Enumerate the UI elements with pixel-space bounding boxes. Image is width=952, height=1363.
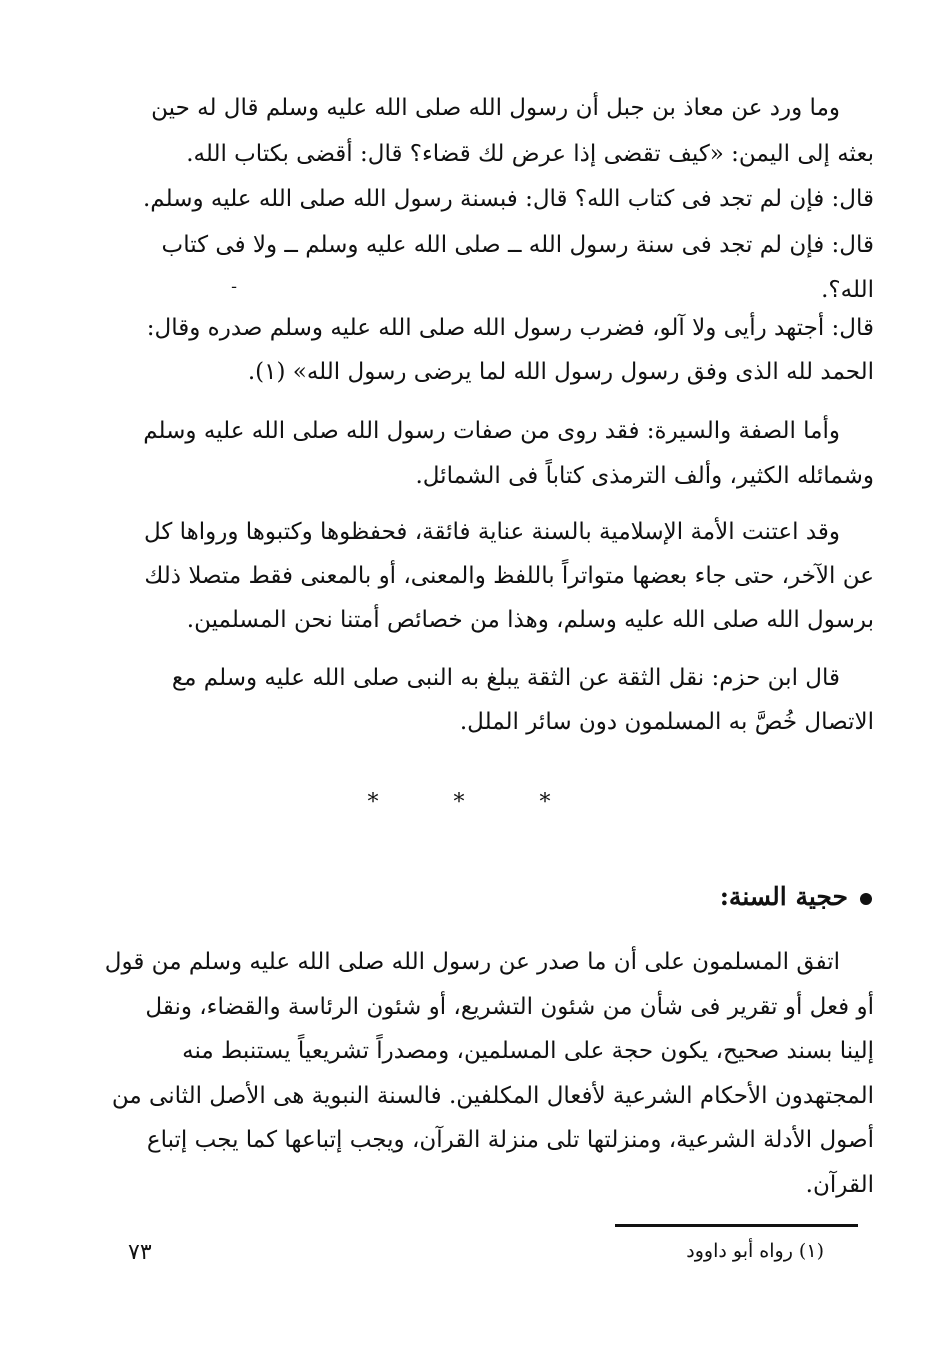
text-line: إلينا بسند صحيح، يكون حجة على المسلمين، ومصدراً تشريعياً يستنبط منه	[182, 1038, 874, 1064]
text-line: الحمد لله الذى وفق رسول رسول الله لما يرضى رسول الله» (١).	[247, 359, 874, 385]
footnote: (١) رواه أبو داوود	[686, 1240, 824, 1262]
text-line: وما ورد عن معاذ بن جبل أن رسول الله صلى الله عليه وسلم قال له حين	[151, 95, 840, 121]
text-line: قال: فإن لم تجد فى سنة رسول الله ــ صلى الله عليه وسلم ــ ولا فى كتاب	[161, 231, 874, 258]
text-line: الله؟.	[821, 277, 874, 303]
text-line: اتفق المسلمون على أن ما صدر عن رسول الله صلى الله عليه وسلم من قول	[104, 949, 840, 975]
text-line: عن الآخر، حتى جاء بعضها متواتراً باللفظ والمعنى، أو بالمعنى فقط متصلا ذلك	[144, 563, 874, 589]
text-line: أصول الأدلة الشرعية، ومنزلتها تلى منزلة القرآن، ويجب إتباعها كما يجب إتباع	[146, 1127, 874, 1153]
paragraph-umma-care	[132, 510, 874, 642]
bullet-icon	[860, 893, 872, 905]
text-line: الاتصال خُصَّ به المسلمون دون سائر الملل.	[459, 709, 874, 735]
paragraph-ijtihad	[132, 306, 874, 394]
page-number: ٧٣	[128, 1240, 152, 1265]
section-separator: * * *	[367, 790, 585, 815]
text-line: وأما الصفة والسيرة: فقد روى من صفات رسول الله صلى الله عليه وسلم	[143, 418, 840, 444]
stray-mark: ـ	[232, 276, 237, 292]
paragraph-sifa-sira	[132, 409, 874, 499]
footnote-divider	[615, 1224, 858, 1227]
text-line: قال: أجتهد رأيى ولا آلو، فضرب رسول الله صلى الله عليه وسلم صدره وقال:	[146, 315, 874, 341]
section-heading	[720, 882, 872, 911]
text-line: وقد اعتنت الأمة الإسلامية بالسنة عناية فائقة، فحفظوها وكتبوها ورواها كل	[143, 519, 840, 545]
text-line: القرآن.	[805, 1171, 874, 1198]
heading-text: حجية السنة:	[719, 882, 848, 911]
text-line: أو فعل أو تقرير فى شأن من شئون التشريع، أو شئون الرئاسة والقضاء، ونقل	[145, 993, 874, 1020]
paragraph-muadh-hadith	[132, 86, 874, 314]
paragraph-ibn-hazm	[132, 656, 874, 744]
paragraph-hujjiyya	[104, 940, 874, 1207]
text-line: بعثه إلى اليمن: «كيف تقضى إذا عرض لك قضاء؟ قال: أقضى بكتاب الله.	[186, 140, 874, 167]
text-line: قال: فإن لم تجد فى كتاب الله؟ قال: فبسنة رسول الله صلى الله عليه وسلم.	[143, 186, 874, 212]
text-line: وشمائله الكثير، وألف الترمذى كتاباً فى الشمائل.	[415, 463, 874, 489]
text-line: قال ابن حزم: نقل الثقة عن الثقة يبلغ به النبى صلى الله عليه وسلم مع	[171, 665, 840, 691]
text-line: المجتهدون الأحكام الشرعية لأفعال المكلفين. فالسنة النبوية هى الأصل الثانى من	[111, 1082, 874, 1109]
text-line: برسول الله صلى الله عليه وسلم، وهذا من خصائص أمتنا نحن المسلمين.	[186, 607, 874, 633]
